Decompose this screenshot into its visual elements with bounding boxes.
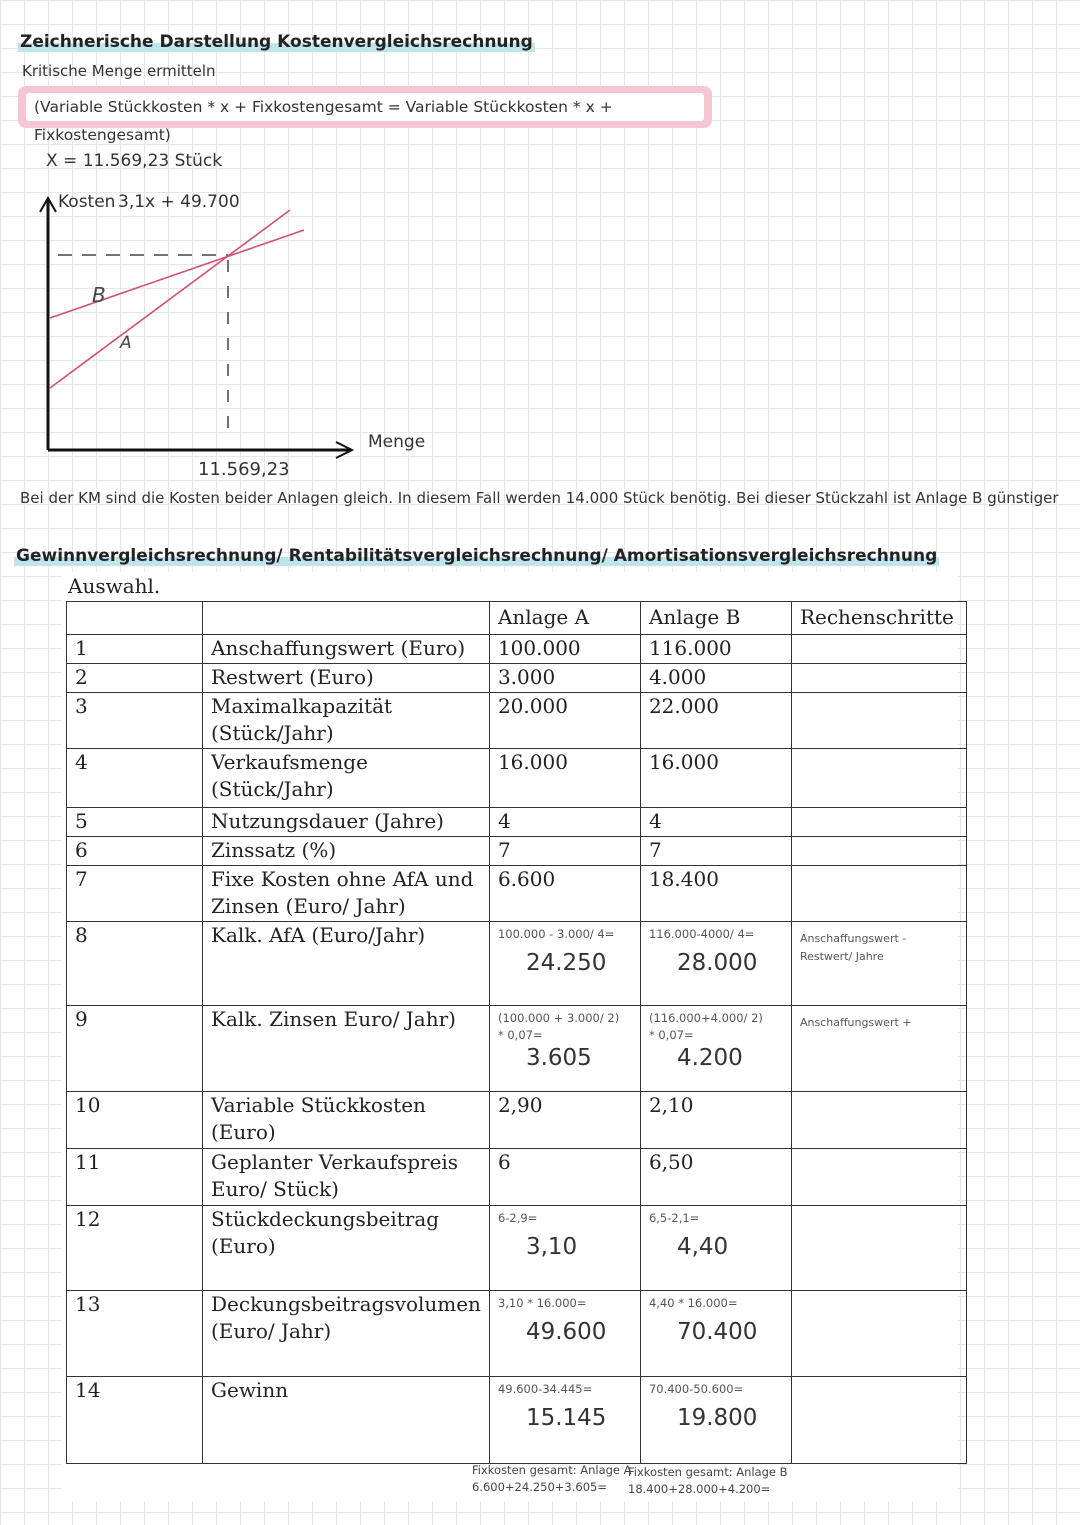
row-number: 3 xyxy=(67,693,203,749)
auswahl-label: Auswahl. xyxy=(68,574,161,598)
steps-note: Anschaffungswert - Restwert/ Jahre xyxy=(799,932,907,963)
series-label-B: B xyxy=(92,283,106,307)
calc-result: 3.605 xyxy=(525,1045,592,1071)
row-number: 2 xyxy=(67,664,203,693)
table-row xyxy=(67,635,967,664)
series-line-B xyxy=(50,230,304,318)
steps-note: Anschaffungswert + xyxy=(799,1016,912,1029)
table-row xyxy=(67,1291,967,1377)
calc-note: 70.400-50.600= xyxy=(648,1382,744,1396)
cell-anlage-a: 7 xyxy=(489,837,640,866)
cell-anlage-b: 2,10 xyxy=(640,1092,791,1149)
cell-steps xyxy=(791,635,966,664)
x-axis xyxy=(48,442,352,458)
cell-anlage-b: 18.400 xyxy=(640,866,791,922)
row-label: Kalk. Zinsen Euro/ Jahr) xyxy=(203,1006,490,1092)
cell-anlage-b: 4.000 xyxy=(640,664,791,693)
cell-steps xyxy=(791,1006,966,1092)
table-row xyxy=(67,1206,967,1291)
row-number: 8 xyxy=(67,922,203,1006)
calc-result: 24.250 xyxy=(525,950,607,976)
table-row xyxy=(67,922,967,1006)
row-number: 7 xyxy=(67,866,203,922)
cell-steps xyxy=(791,749,966,808)
cell-steps xyxy=(791,866,966,922)
header-cell-label xyxy=(203,602,490,635)
row-label: Restwert (Euro) xyxy=(203,664,490,693)
critical-quantity-tick: 11.569,23 xyxy=(198,459,290,480)
calc-result: 15.145 xyxy=(525,1405,607,1431)
calc-result: 4,40 xyxy=(676,1234,729,1260)
cell-steps xyxy=(791,1092,966,1149)
row-label: Zinssatz (%) xyxy=(203,837,490,866)
cell-anlage-a: 4 xyxy=(489,808,640,837)
cell-anlage-b: 4 xyxy=(640,808,791,837)
table-row xyxy=(67,1092,967,1149)
cell-steps xyxy=(791,837,966,866)
cell-anlage-b: 6,50 xyxy=(640,1149,791,1206)
calc-result: 4.200 xyxy=(676,1045,743,1071)
cell-anlage-b: 22.000 xyxy=(640,693,791,749)
row-number: 6 xyxy=(67,837,203,866)
section-title-kostenvergleich: Zeichnerische Darstellung Kostenvergleichsrechnung xyxy=(20,32,533,52)
cell-anlage-b xyxy=(640,1291,791,1377)
footnote-b-line1: Fixkosten gesamt: Anlage B xyxy=(628,1465,788,1479)
header-rechenschritte: Rechenschritte xyxy=(791,602,966,635)
cell-anlage-b: 7 xyxy=(640,837,791,866)
header-anlage-a: Anlage A xyxy=(489,602,640,635)
row-label: Fixe Kosten ohne AfA und Zinsen (Euro/ Jahr) xyxy=(203,866,490,922)
cell-anlage-a: 20.000 xyxy=(489,693,640,749)
table-row xyxy=(67,1377,967,1464)
table-row xyxy=(67,693,967,749)
footnote-a-line1: Fixkosten gesamt: Anlage A xyxy=(472,1463,632,1477)
critical-quantity-result: X = 11.569,23 Stück xyxy=(46,151,223,171)
row-label: Variable Stückkosten (Euro) xyxy=(203,1092,490,1149)
cell-steps xyxy=(791,1149,966,1206)
row-label: Anschaffungswert (Euro) xyxy=(203,635,490,664)
series-line-A xyxy=(50,210,290,388)
calc-result: 3,10 xyxy=(525,1234,578,1260)
row-number: 14 xyxy=(67,1377,203,1464)
row-number: 13 xyxy=(67,1291,203,1377)
cell-anlage-a: 6 xyxy=(489,1149,640,1206)
footnote-anlage-a xyxy=(472,1462,632,1496)
calc-note: 4,40 * 16.000= xyxy=(648,1296,738,1310)
row-number: 4 xyxy=(67,749,203,808)
row-label: Stückdeckungsbeitrag (Euro) xyxy=(203,1206,490,1291)
table-row xyxy=(67,664,967,693)
row-label: Deckungsbeitragsvolumen (Euro/ Jahr) xyxy=(203,1291,490,1377)
cell-anlage-a: 3.000 xyxy=(489,664,640,693)
table-row xyxy=(67,1149,967,1206)
cell-anlage-b: 116.000 xyxy=(640,635,791,664)
cell-anlage-a xyxy=(489,1291,640,1377)
header-anlage-b: Anlage B xyxy=(640,602,791,635)
calc-result: 49.600 xyxy=(525,1319,607,1345)
cell-anlage-a xyxy=(489,1006,640,1092)
footnote-a-line2: 6.600+24.250+3.605= xyxy=(472,1480,607,1494)
calc-note: * 0,07= xyxy=(497,1028,543,1042)
cell-anlage-a xyxy=(489,1377,640,1464)
y-axis xyxy=(40,198,56,450)
table-header-row xyxy=(67,602,967,635)
calc-note: 3,10 * 16.000= xyxy=(497,1296,587,1310)
cell-steps xyxy=(791,1377,966,1464)
formula-text: (Variable Stückkosten * x + Fixkostengesamt = Variable Stückkosten * x + Fixkostengesamt) xyxy=(26,93,704,121)
calc-note: 49.600-34.445= xyxy=(497,1382,593,1396)
calc-result: 19.800 xyxy=(676,1405,758,1431)
cell-steps xyxy=(791,664,966,693)
cell-anlage-a xyxy=(489,922,640,1006)
table-row xyxy=(67,808,967,837)
calc-result: 28.000 xyxy=(676,950,758,976)
row-label: Kalk. AfA (Euro/Jahr) xyxy=(203,922,490,1006)
table-row xyxy=(67,1006,967,1092)
row-label: Maximalkapazität (Stück/Jahr) xyxy=(203,693,490,749)
row-label: Verkaufsmenge (Stück/Jahr) xyxy=(203,749,490,808)
table-row xyxy=(67,866,967,922)
calc-note: 100.000 - 3.000/ 4= xyxy=(497,927,615,941)
cell-anlage-b: 16.000 xyxy=(640,749,791,808)
cell-anlage-b xyxy=(640,1006,791,1092)
calc-note: (116.000+4.000/ 2) xyxy=(648,1011,763,1025)
conclusion-text: Bei der KM sind die Kosten beider Anlagen gleich. In diesem Fall werden 14.000 Stück benötig. Bei dieser Stückzahl ist Anlage B günstiger xyxy=(20,489,1059,507)
cost-chart xyxy=(0,180,460,485)
table-row xyxy=(67,749,967,808)
row-number: 5 xyxy=(67,808,203,837)
row-label: Nutzungsdauer (Jahre) xyxy=(203,808,490,837)
cell-steps xyxy=(791,693,966,749)
row-number: 9 xyxy=(67,1006,203,1092)
footnote-anlage-b xyxy=(628,1464,788,1498)
cell-anlage-a: 100.000 xyxy=(489,635,640,664)
cell-anlage-b xyxy=(640,922,791,1006)
cell-steps xyxy=(791,922,966,1006)
cell-steps xyxy=(791,1206,966,1291)
row-label: Geplanter Verkaufspreis Euro/ Stück) xyxy=(203,1149,490,1206)
cell-anlage-a xyxy=(489,1206,640,1291)
calc-result: 70.400 xyxy=(676,1319,758,1345)
row-number: 1 xyxy=(67,635,203,664)
y-axis-label: Kosten xyxy=(58,192,116,212)
x-axis-label: Menge xyxy=(368,432,426,452)
cell-anlage-a: 16.000 xyxy=(489,749,640,808)
cell-anlage-a: 2,90 xyxy=(489,1092,640,1149)
cell-anlage-b xyxy=(640,1206,791,1291)
calc-note: 6-2,9= xyxy=(497,1211,538,1225)
row-label: Gewinn xyxy=(203,1377,490,1464)
cell-anlage-b xyxy=(640,1377,791,1464)
calc-note: 6,5-2,1= xyxy=(648,1211,700,1225)
footnote-b-line2: 18.400+28.000+4.200= xyxy=(628,1482,771,1496)
row-number: 12 xyxy=(67,1206,203,1291)
series-label-A: A xyxy=(120,333,132,353)
cell-anlage-a: 6.600 xyxy=(489,866,640,922)
comparison-table xyxy=(66,601,967,1464)
equation-label: 3,1x + 49.700 xyxy=(118,192,240,212)
cell-steps xyxy=(791,1291,966,1377)
section-title-gewinnvergleich: Gewinnvergleichsrechnung/ Rentabilitätsvergleichsrechnung/ Amortisationsvergleichsrechnung xyxy=(16,546,938,566)
cell-steps xyxy=(791,808,966,837)
calc-note: * 0,07= xyxy=(648,1028,694,1042)
formula-box xyxy=(18,86,712,144)
header-cell-nr xyxy=(67,602,203,635)
table-row xyxy=(67,837,967,866)
row-number: 10 xyxy=(67,1092,203,1149)
subtitle-kritische-menge: Kritische Menge ermitteln xyxy=(22,62,216,80)
calc-note: (100.000 + 3.000/ 2) xyxy=(497,1011,620,1025)
calc-note: 116.000-4000/ 4= xyxy=(648,927,755,941)
row-number: 11 xyxy=(67,1149,203,1206)
